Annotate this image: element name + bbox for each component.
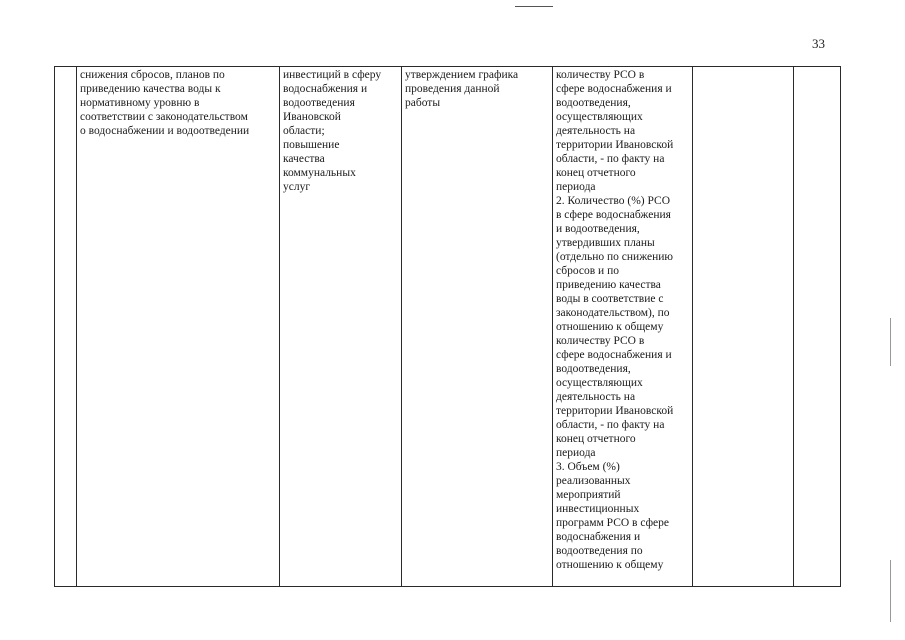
cell-goal [280, 67, 402, 587]
scan-edge-mark [890, 318, 891, 366]
scan-edge-mark [890, 560, 891, 622]
page-number: 33 [812, 36, 825, 51]
cell-deadline [693, 67, 794, 587]
cell-result [402, 67, 553, 587]
table-row [55, 67, 841, 587]
activity-text: снижения сбросов, планов по приведению качества воды к нормативному уровню в соответствии с законодательством о водоснабжении и водоотведении [80, 69, 250, 137]
cell-number [55, 67, 77, 587]
cell-activity [77, 67, 280, 587]
cell-indicators [553, 67, 693, 587]
goal-text: инвестиций в сферу водоснабжения и водоотведения Ивановской области; повышение качества коммунальных услуг [283, 69, 382, 193]
top-scan-mark [515, 6, 553, 7]
result-text: утверждением графика проведения данной работы [405, 69, 519, 109]
indicators-text: количеству РСО в сфере водоснабжения и водоотведения, осуществляющих деятельность на территории Ивановской области, - по факту на конец отчетного периода 2. Количество (%) РСО в сфере водоснабжения и водоотведения, утвердивших планы (отдельно по снижению сбросов и по приведению качества воды в соответствие с законодательством), по отношению к общему количеству РСО в сфере водоснабжения и водоотведения, осуществляющих деятельность на территории Ивановской области, - по факту на конец отчетного периода 3. Объем (%) реализованных мероприятий инвестиционных программ РСО в сфере водоснабжения и водоотведения по отношению к общему [556, 69, 674, 571]
document-table [54, 66, 841, 587]
cell-responsible [794, 67, 841, 587]
